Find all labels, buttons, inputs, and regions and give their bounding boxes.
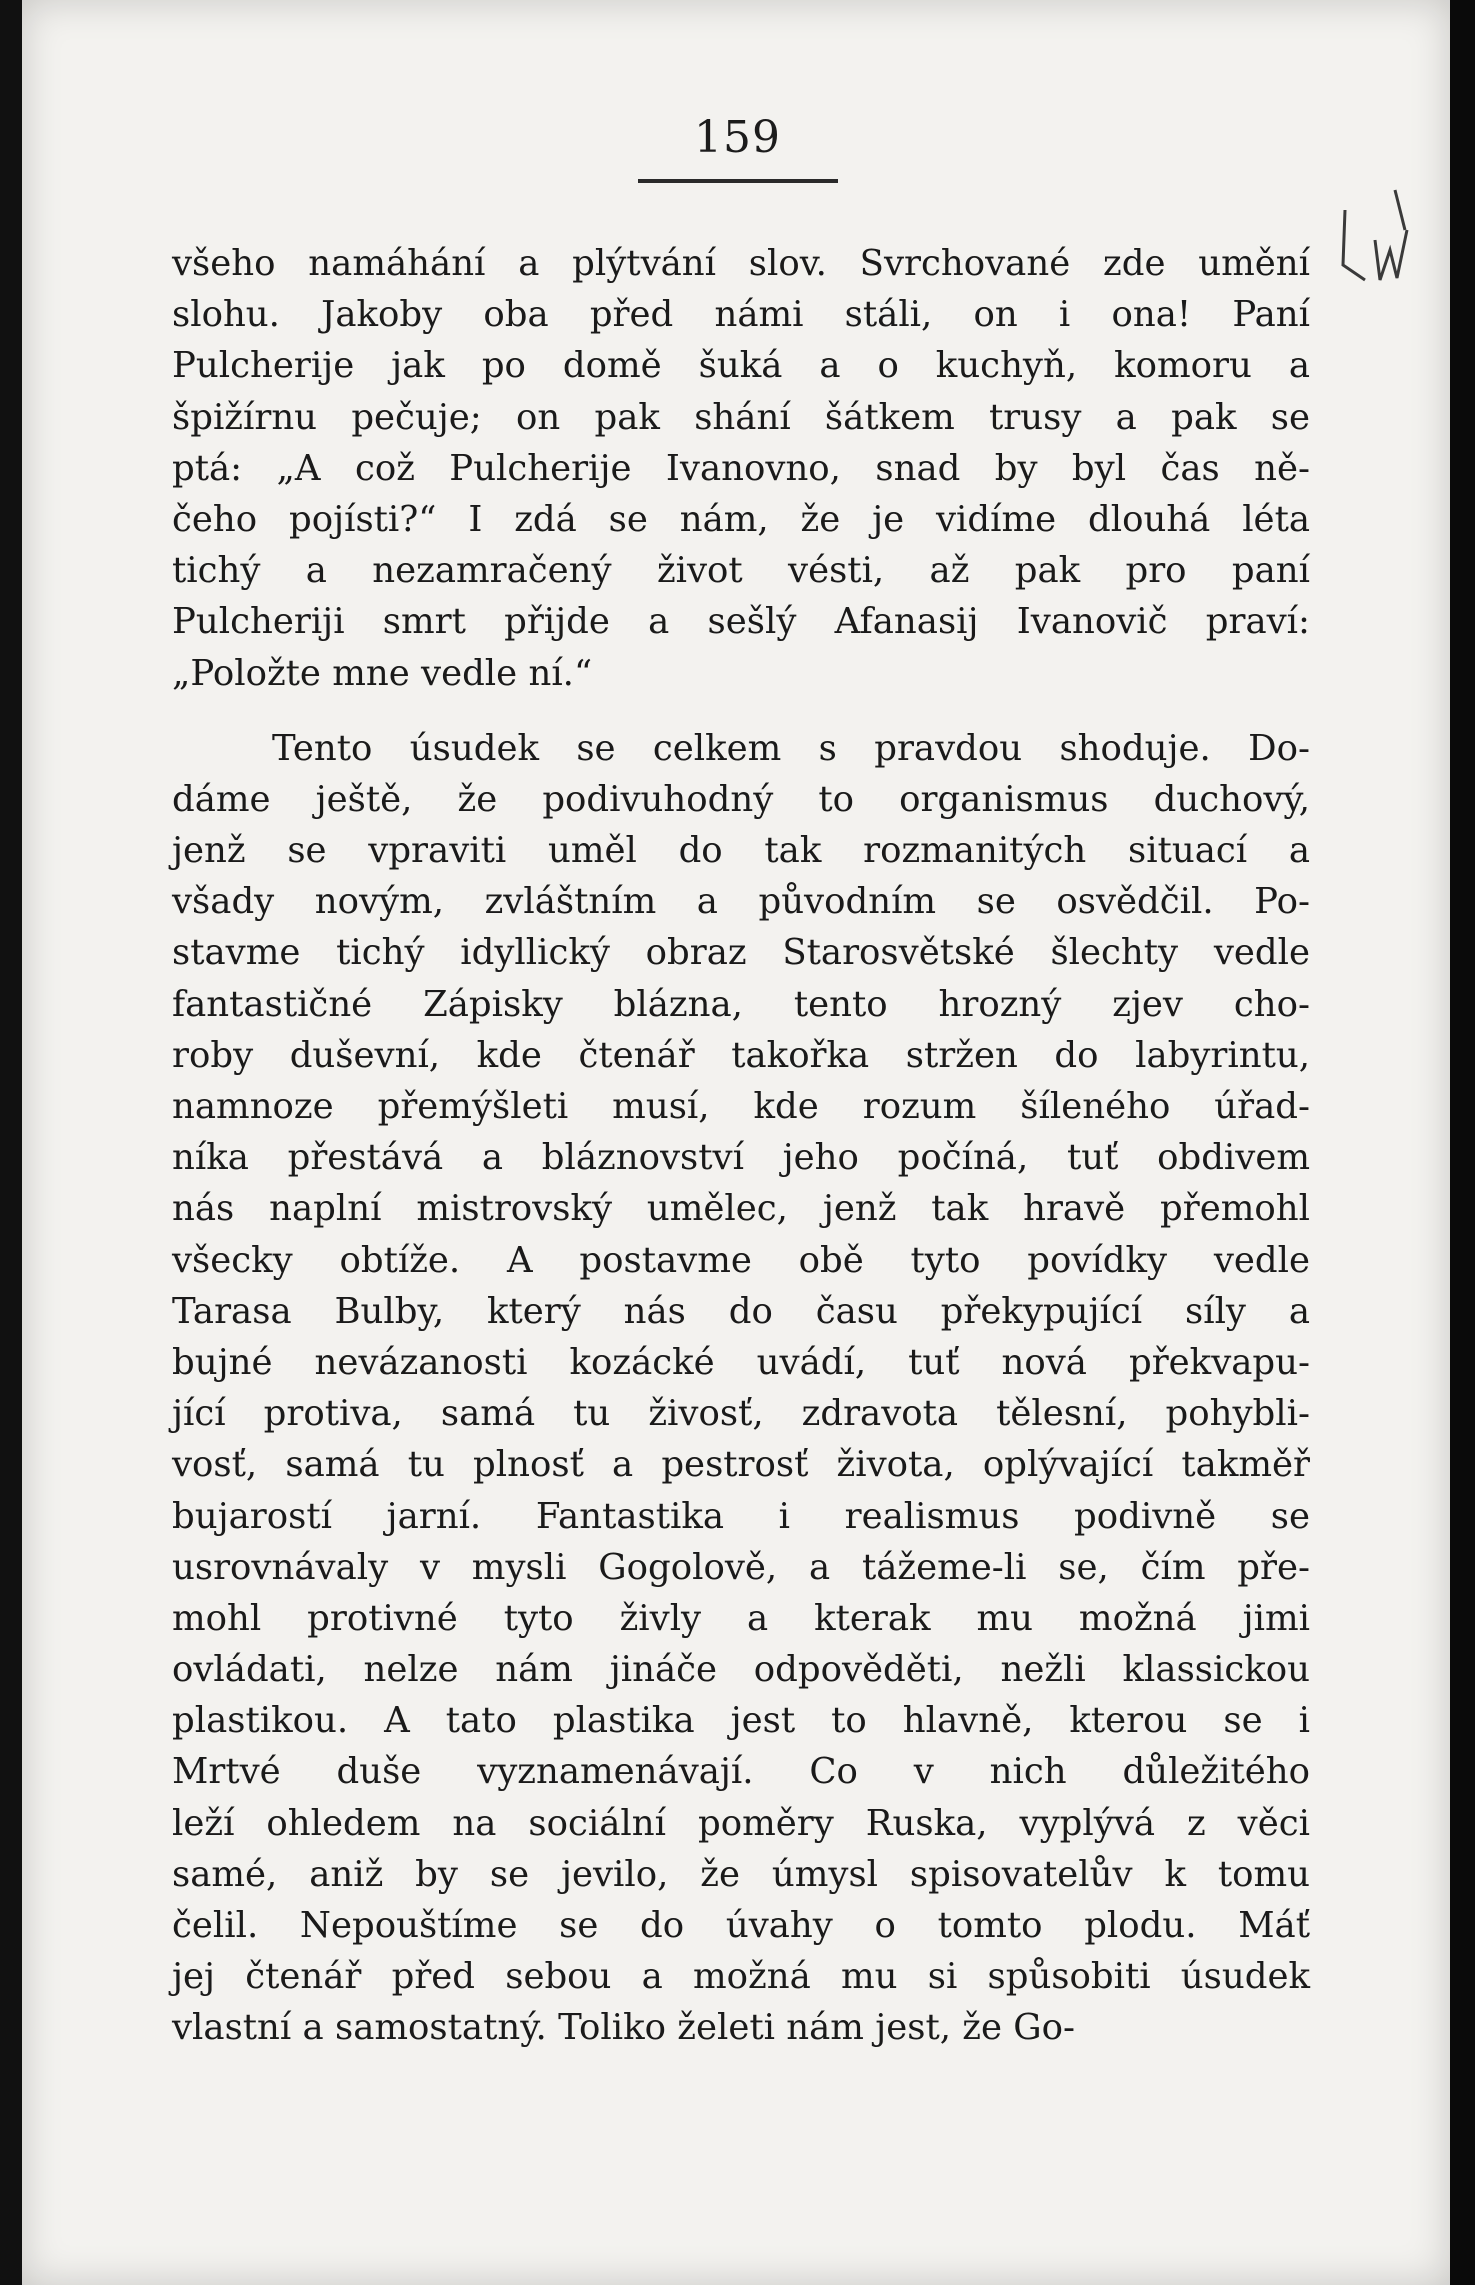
paragraph-gap	[172, 699, 1310, 723]
text-line: vosť, samá tu plnosť a pestrosť života, oplývající takměř	[172, 1444, 1310, 1486]
text-line: namnoze přemýšleti musí, kde rozum šíleného úřad-	[172, 1086, 1310, 1127]
text-line: roby duševní, kde čtenář takořka stržen do labyrintu,	[172, 1034, 1310, 1076]
text-line: bujarostí jarní. Fantastika i realismus podivně se	[172, 1495, 1310, 1537]
body-text	[172, 238, 1310, 2054]
text-line: leží ohledem na sociální poměry Ruska, vyplývá z věci	[172, 1802, 1310, 1844]
text-line: všecky obtíže. A postavme obě tyto povídky vedle	[172, 1239, 1310, 1281]
text-line: Pulcheriji smrt přijde a sešlý Afanasij Ivanovič praví:	[172, 601, 1310, 643]
text-line: ovládati, nelze nám jináče odpověděti, nežli klassickou	[172, 1649, 1310, 1691]
scan-edge-left	[0, 0, 22, 2285]
text-line: čeho pojísti?“ I zdá se nám, že je vidíme dlouhá léta	[172, 498, 1310, 540]
handwritten-margin-mark	[1335, 170, 1445, 310]
text-line: čelil. Nepouštíme se do úvahy o tomto plodu. Máť	[172, 1905, 1310, 1946]
text-line: plastikou. A tato plastika jest to hlavně, kterou se i	[172, 1700, 1310, 1742]
text-line: dáme ještě, že podivuhodný to organismus duchový,	[172, 778, 1310, 820]
text-line: níka přestává a bláznovství jeho počíná, tuť obdivem	[172, 1137, 1310, 1179]
text-line: jej čtenář před sebou a možná mu si spůsobiti úsudek	[172, 1956, 1310, 1998]
text-line: mohl protivné tyto živly a kterak mu možná jimi	[172, 1597, 1310, 1639]
text-line: Tarasa Bulby, který nás do času překypující síly a	[172, 1290, 1310, 1332]
scan-edge-right	[1450, 0, 1475, 2285]
text-line: všeho namáhání a plýtvání slov. Svrchované zde umění	[172, 243, 1310, 284]
text-line: jící protiva, samá tu živosť, zdravota tělesní, pohybli-	[172, 1393, 1310, 1435]
text-line: tichý a nezamračený život vésti, až pak pro paní	[172, 550, 1310, 592]
paragraph-2	[172, 723, 1310, 2054]
text-line: Tento úsudek se celkem s pravdou shoduje. Do-	[272, 727, 1310, 769]
paragraph-1	[172, 238, 1310, 699]
page-number: 159	[694, 112, 781, 163]
text-line: samé, aniž by se jevilo, že úmysl spisovatelův k tomu	[172, 1853, 1310, 1895]
text-line: vlastní a samostatný. Toliko želeti nám jest, že Go-	[172, 2007, 1076, 2049]
text-line: bujné nevázanosti kozácké uvádí, tuť nová překvapu-	[172, 1341, 1310, 1383]
text-line: „Položte mne vedle ní.“	[172, 652, 593, 694]
text-line: jenž se vpraviti uměl do tak rozmanitých situací a	[172, 830, 1310, 872]
text-line: všady novým, zvláštním a původním se osvědčil. Po-	[172, 881, 1310, 923]
text-line: nás naplní mistrovský umělec, jenž tak hravě přemohl	[172, 1188, 1310, 1230]
text-line: Pulcherije jak po domě šuká a o kuchyň, komoru a	[172, 345, 1310, 387]
text-line: ptá: „A což Pulcherije Ivanovno, snad by byl čas ně-	[172, 447, 1310, 489]
text-line: fantastičné Zápisky blázna, tento hrozný zjev cho-	[172, 983, 1310, 1025]
text-line: špižírnu pečuje; on pak shání šátkem trusy a pak se	[172, 396, 1310, 438]
text-line: stavme tichý idyllický obraz Starosvětské šlechty vedle	[172, 932, 1310, 974]
text-line: slohu. Jakoby oba před námi stáli, on i ona! Paní	[172, 294, 1310, 336]
page-number-rule	[638, 179, 838, 183]
text-line: usrovnávaly v mysli Gogolově, a tážeme-li se, čím pře-	[172, 1546, 1310, 1588]
text-line: Mrtvé duše vyznamenávají. Co v nich důležitého	[172, 1751, 1310, 1793]
